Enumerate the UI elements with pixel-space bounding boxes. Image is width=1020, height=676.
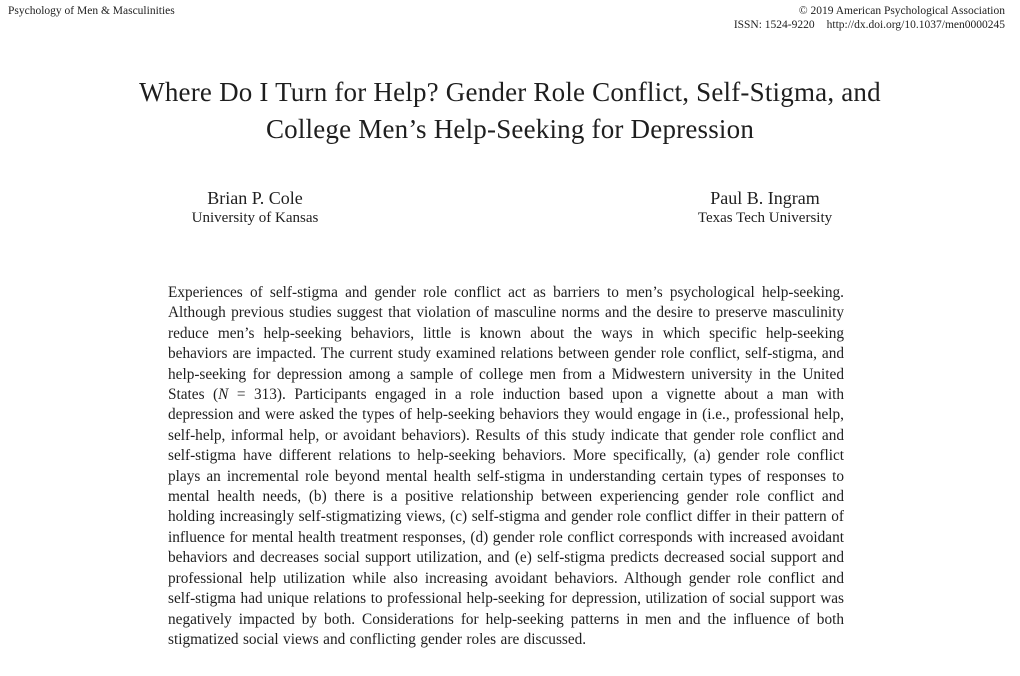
abstract-part-2: = 313). Participants engaged in a role induction based upon a vignette about a man with depression and were asked the types of help-seeking behaviors they would engage in (i.e., professional help, self-help, informal help, or avoidant behaviors). Results of this study indicate that gender role conflict and self-stigma have different relations to help-seeking behaviors. More specifically, (a) gender role conflict plays an incremental role beyond mental health self-stigma in understanding certain types of responses to mental health needs, (b) there is a positive relationship between experiencing gender role conflict and holding increasingly self-stigmatizing views, (c) self-stigma and gender role conflict differ in their pattern of influence for mental health treatment responses, (d) gender role conflict corresponds with increased avoidant behaviors and decreases social support utilization, and (e) self-stigma predicts decreased social support and professional help utilization while also increasing avoidant behaviors. Although gender role conflict and self-stigma had unique relations to professional help-seeking for depression, utilization of social support was negatively impacted by both. Considerations for help-seeking patterns in men and the influence of both stigmatized social views and conflicting gender roles are discussed. <box>168 386 844 648</box>
abstract-text <box>168 283 844 650</box>
author-1 <box>0 188 510 227</box>
author-1-affiliation: University of Kansas <box>191 210 319 226</box>
author-1-name: Brian P. Cole <box>207 188 303 208</box>
author-block <box>0 188 1020 227</box>
article-title-line-2: College Men’s Help-Seeking for Depression <box>265 114 755 144</box>
issn-doi-line <box>734 19 1005 33</box>
author-2 <box>510 188 1020 227</box>
doi-link[interactable]: http://dx.doi.org/10.1037/men0000245 <box>826 18 1005 31</box>
publication-info <box>734 5 1005 32</box>
issn-number: ISSN: 1524-9220 <box>733 18 815 31</box>
article-title-line-1: Where Do I Turn for Help? Gender Role Conflict, Self-Stigma, and <box>139 77 881 107</box>
masthead <box>8 5 1005 32</box>
abstract-part-1: Experiences of self-stigma and gender role conflict act as barriers to men’s psychological help-seeking. Although previous studies suggest that violation of masculine norms and the desire to preserve masculinity reduce men’s help-seeking behaviors, little is known about the ways in which specific help-seeking behaviors are impacted. The current study examined relations between gender role conflict, self-stigma, and help-seeking for depression among a sample of college men from a Midwestern university in the United States ( <box>168 284 844 404</box>
journal-name: Psychology of Men & Masculinities <box>8 5 175 17</box>
author-2-name: Paul B. Ingram <box>710 188 820 208</box>
sample-size-symbol: N <box>218 386 229 404</box>
author-2-affiliation: Texas Tech University <box>697 210 833 226</box>
copyright-line: © 2019 American Psychological Association <box>798 5 1005 17</box>
article-title <box>0 74 1020 148</box>
